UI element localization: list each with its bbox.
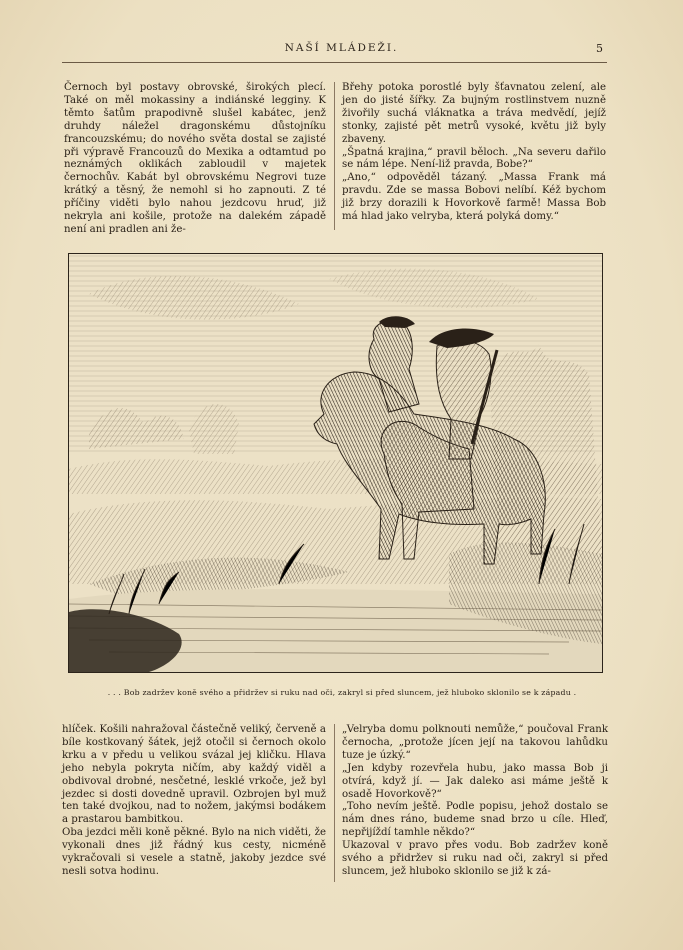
header-rule xyxy=(62,62,607,63)
running-head: NAŠÍ MLÁDEŽI. xyxy=(284,42,399,54)
engraving-illustration xyxy=(68,253,603,673)
riders-engraving-icon xyxy=(69,254,602,672)
column-divider-top xyxy=(334,82,335,230)
page-number: 5 xyxy=(596,42,603,55)
column-divider-bottom xyxy=(334,724,335,882)
text-column-top-right: Břehy potoka porostlé byly šťavnatou zelení, ale jen do jisté šířky. Za bujným rostlinstvem nuzně živořily suchá vláknatka a tráva medvědí, jejíž stonky, zajisté pět metrů vysoké, květu již byly zbaveny. „Špatná krajina,“ pravil běloch. „Na severu dařilo se nám lépe. Není-liž pravda, Bobe?“ „Ano,“ odpověděl tázaný. „Massa Frank má pravdu. Zde se massa Bobovi nelíbí. Kéž bychom již brzy dorazili k Hovorkově farmě! Massa Bob má hlad jako velryba, která polyká domy.“ xyxy=(342,82,606,223)
illustration-caption: . . . Bob zadržev koně svého a přidržev si ruku nad oči, zakryl si před sluncem, jež hluboko sklonilo se k západu . xyxy=(107,688,577,697)
text-column-top-left: Černoch byl postavy obrovské, širokých plecí. Také on měl mokassiny a indiánské legginy. K těmto šatům prapodivně slušel kabátec, jenž druhdy náležel dragonskému důstojníku francouzskému; do nového světa dostal se zajisté při výpravě Francouzů do Mexika a odtamtud po neznámých oklikách zabloudil v majetek černochův. Kabát byl obrovskému Negrovi tuze krátký a těsný, že nemohl si ho zapnouti. Z té příčiny viděti bylo nahou jezdcovu hruď, již nekryla ani košile, protože na dalekém západě není ani pradlen ani že- xyxy=(64,82,326,235)
text-column-bottom-left: hlíček. Košili nahražoval částečně veliký, červeně a bíle kostkovaný šátek, jejž otočil si černoch okolo krku a v předu u velikou svázal jej kličku. Hlava jeho nebyla pokryta ničím, aby každý viděl a obdivoval drobné, nesčetné, lesklé vrkoče, jež byl jezdec si dosti dovedně upravil. Ozbrojen byl muž ten také dvojkou, nad to nožem, jakýmsi bodákem a prastarou bambitkou. Oba jezdci měli koně pěkné. Bylo na nich viděti, že vykonali dnes již řádný kus cesty, nicméně vykračovali si vesele a statně, jakoby jezdce své nesli sotva hodinu. xyxy=(62,724,326,877)
text-column-bottom-right: „Velryba domu polknouti nemůže,“ poučoval Frank černocha, „protože jícen její na takovou lahůdku tuze je úzký.“ „Jen kdyby rozevřela hubu, jako massa Bob ji otvírá, když jí. — Jak daleko asi máme ještě k osadě Hovorkově?“ „Toho nevím ještě. Podle popisu, jehož dostalo se nám dnes ráno, budeme snad brzo u cíle. Hleď, nepřijíždí tamhle někdo?“ Ukazoval v pravo přes vodu. Bob zadržev koně svého a přidržev si ruku nad oči, zakryl si před sluncem, jež hluboko sklonilo se již k zá- xyxy=(342,724,608,877)
